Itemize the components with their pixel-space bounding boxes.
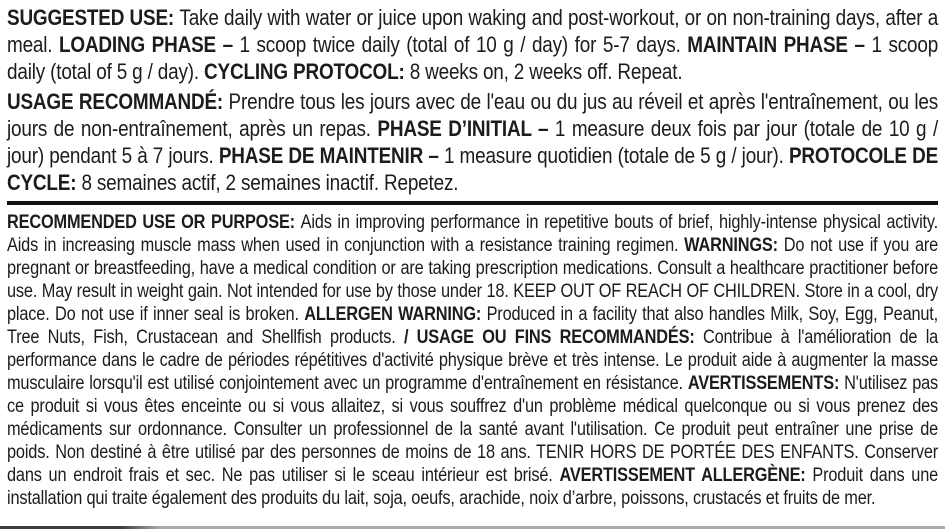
section-divider — [7, 201, 938, 205]
suggested-use-section — [7, 4, 938, 196]
usage-recommande-paragraph: USAGE RECOMMANDÉ: Prendre tous les jours avec de l'eau ou du jus au réveil et après l'entraînement, ou les jours de non-entraînement, après un repas. PHASE D’INITIAL – 1 measure deux fois par jour (totale de 10 g / jour) pendant 5 à 7 jours. PHASE DE MAINTENIR – 1 measure quotidien (totale de 5 g / jour). PROTOCOLE DE CYCLE: 8 semaines actif, 2 semaines inactif. Repetez. — [7, 89, 939, 195]
recommended-use-warnings-paragraph: RECOMMENDED USE OR PURPOSE: Aids in improving performance in repetitive bouts of brief, highly-intense physical activity. Aids in increasing muscle mass when used in conjunction with a resistance training regimen. WARNINGS: Do not use if you are pregnant or breastfeeding, have a medical condition or are taking prescription medications. Consult a healthcare practitioner before use. May result in weight gain. Not intended for use by those under 18. KEEP OUT OF REACH OF CHILDREN. Store in a cool, dry place. Do not use if inner seal is broken. ALLERGEN WARNING: Produced in a facility that also handles Milk, Soy, Egg, Peanut, Tree Nuts, Fish, Crustacean and Shellfish products. / USAGE OU FINS RECOMMANDÉS: Contribue à l'amélioration de la performance dans le cadre de périodes répétitives d'activité physique brève et très intense. Le produit aide à augmenter la masse musculaire lorsqu'il est utilisé conjointement avec un programme d'entraînement en résistance. AVERTISSEMENTS: N'utilisez pas ce produit si vous êtes enceinte ou si vous allaitez, si vous souffrez d'un problème médical quelconque ou si vous prenez des médicaments sur ordonnance. Consulter un professionnel de la santé avant l'utilisation. Ce produit peut entraîner une prise de poids. Non destiné à être utilisé par des personnes de moins de 18 ans. TENIR HORS DE PORTÉE DES ENFANTS. Conserver dans un endroit frais et sec. Ne pas utiliser si le sceau intérieur est brisé. AVERTISSEMENT ALLERGÈNE: Produit dans une installation qui traite également des produits du lait, soja, oeufs, arachide, noix d’arbre, poissons, crustacés et fruits de mer. — [7, 212, 939, 509]
warnings-section — [7, 211, 938, 510]
suggested-use-paragraph: SUGGESTED USE: Take daily with water or juice upon waking and post-workout, or on non-training days, after a meal. LOADING PHASE – 1 scoop twice daily (total of 10 g / day) for 5-7 days. MAINTAIN PHASE – 1 scoop daily (total of 5 g / day). CYCLING PROTOCOL: 8 weeks on, 2 weeks off. Repeat. — [7, 5, 939, 84]
